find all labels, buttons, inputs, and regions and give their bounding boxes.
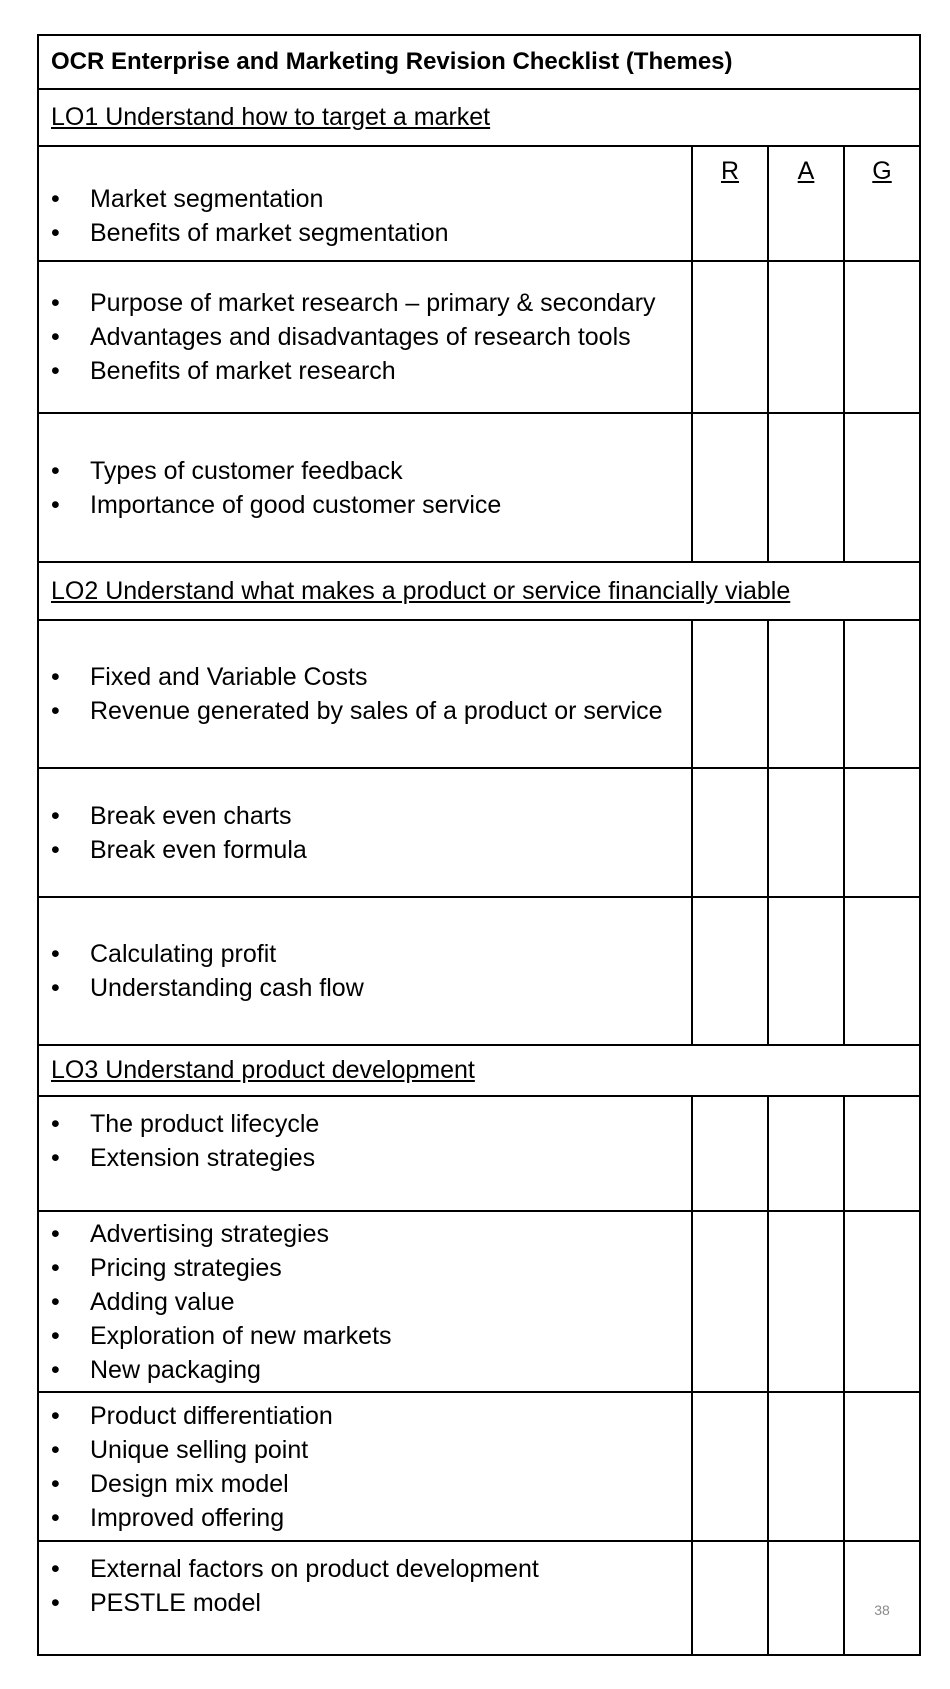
topic-item: • Pricing strategies [51,1251,683,1285]
green-rating-cell[interactable] [844,146,920,261]
green-rating-cell[interactable] [844,768,920,897]
red-rating-cell[interactable] [692,1392,768,1541]
topic-item: • Improved offering [51,1501,683,1535]
topic-group [38,413,692,562]
topic-group [38,146,692,261]
topic-list [51,1552,683,1620]
topic-row [38,1211,920,1392]
topic-item: • Benefits of market segmentation [51,216,683,250]
green-rating-cell[interactable] [844,261,920,413]
amber-rating-cell[interactable] [768,768,844,897]
topic-item: • Fixed and Variable Costs [51,660,683,694]
amber-rating-cell[interactable] [768,1392,844,1541]
red-header: R [720,157,740,185]
amber-rating-cell[interactable] [768,1541,844,1655]
topic-item: • Adding value [51,1285,683,1319]
lo3-heading-row [38,1045,920,1096]
topic-list [51,454,683,522]
amber-header: A [797,157,815,185]
topic-row [38,1541,920,1655]
topic-list [51,660,683,728]
red-rating-cell[interactable] [692,146,768,261]
topic-list [51,1399,683,1535]
topic-item: • Unique selling point [51,1433,683,1467]
topic-row [38,1392,920,1541]
red-rating-cell[interactable] [692,897,768,1045]
topic-item: • Importance of good customer service [51,488,683,522]
amber-rating-cell[interactable] [768,146,844,261]
page-number: 38 [874,1602,890,1618]
topic-list [51,286,683,388]
amber-rating-cell[interactable] [768,1096,844,1211]
topic-list [51,1107,683,1175]
topic-list [51,799,683,867]
topic-item: • New packaging [51,1353,683,1387]
topic-group [38,261,692,413]
topic-list [51,182,683,250]
topic-row [38,620,920,768]
topic-item: • Types of customer feedback [51,454,683,488]
topic-group [38,1096,692,1211]
green-rating-cell[interactable] [844,1392,920,1541]
lo1-heading-row [38,89,920,146]
green-rating-cell[interactable] [844,1096,920,1211]
title-row [38,35,920,89]
green-rating-cell[interactable] [844,1541,920,1655]
topic-row [38,146,920,261]
lo1-heading: LO1 Understand how to target a market [51,103,491,131]
lo3-heading: LO3 Understand product development [51,1056,475,1084]
topic-item: • Advertising strategies [51,1217,683,1251]
topic-item: • Product differentiation [51,1399,683,1433]
red-rating-cell[interactable] [692,261,768,413]
green-rating-cell[interactable] [844,897,920,1045]
topic-item: • External factors on product development [51,1552,683,1586]
red-rating-cell[interactable] [692,768,768,897]
checklist-title: OCR Enterprise and Marketing Revision Checklist (Themes) [38,35,920,89]
red-rating-cell[interactable] [692,1211,768,1392]
topic-item: • Benefits of market research [51,354,683,388]
amber-rating-cell[interactable] [768,261,844,413]
topic-item: • Market segmentation [51,182,683,216]
red-rating-cell[interactable] [692,1096,768,1211]
topic-row [38,897,920,1045]
topic-item: • Purpose of market research – primary & secondary [51,286,683,320]
topic-list [51,1217,683,1387]
green-rating-cell[interactable] [844,620,920,768]
topic-list [51,937,683,1005]
topic-group [38,1211,692,1392]
lo2-heading: LO2 Understand what makes a product or service financially viable [51,576,791,605]
amber-rating-cell[interactable] [768,1211,844,1392]
topic-item: • Extension strategies [51,1141,683,1175]
lo2-heading-row [38,562,920,620]
topic-row [38,1096,920,1211]
topic-item: • Revenue generated by sales of a product or service [51,694,683,728]
topic-item: • Exploration of new markets [51,1319,683,1353]
topic-item: • The product lifecycle [51,1107,683,1141]
green-rating-cell[interactable] [844,413,920,562]
red-rating-cell[interactable] [692,1541,768,1655]
topic-row [38,261,920,413]
topic-group [38,1541,692,1655]
topic-item: • Design mix model [51,1467,683,1501]
red-rating-cell[interactable] [692,620,768,768]
topic-group [38,768,692,897]
amber-rating-cell[interactable] [768,897,844,1045]
topic-group [38,620,692,768]
amber-rating-cell[interactable] [768,413,844,562]
red-rating-cell[interactable] [692,413,768,562]
topic-group [38,897,692,1045]
topic-row [38,413,920,562]
topic-item: • Break even charts [51,799,683,833]
topic-item: • Advantages and disadvantages of research tools [51,320,683,354]
topic-item: • PESTLE model [51,1586,683,1620]
topic-item: • Break even formula [51,833,683,867]
amber-rating-cell[interactable] [768,620,844,768]
green-rating-cell[interactable] [844,1211,920,1392]
green-header: G [872,157,892,185]
topic-item: • Understanding cash flow [51,971,683,1005]
topic-row [38,768,920,897]
revision-checklist-table [37,34,921,1656]
topic-group [38,1392,692,1541]
topic-item: • Calculating profit [51,937,683,971]
